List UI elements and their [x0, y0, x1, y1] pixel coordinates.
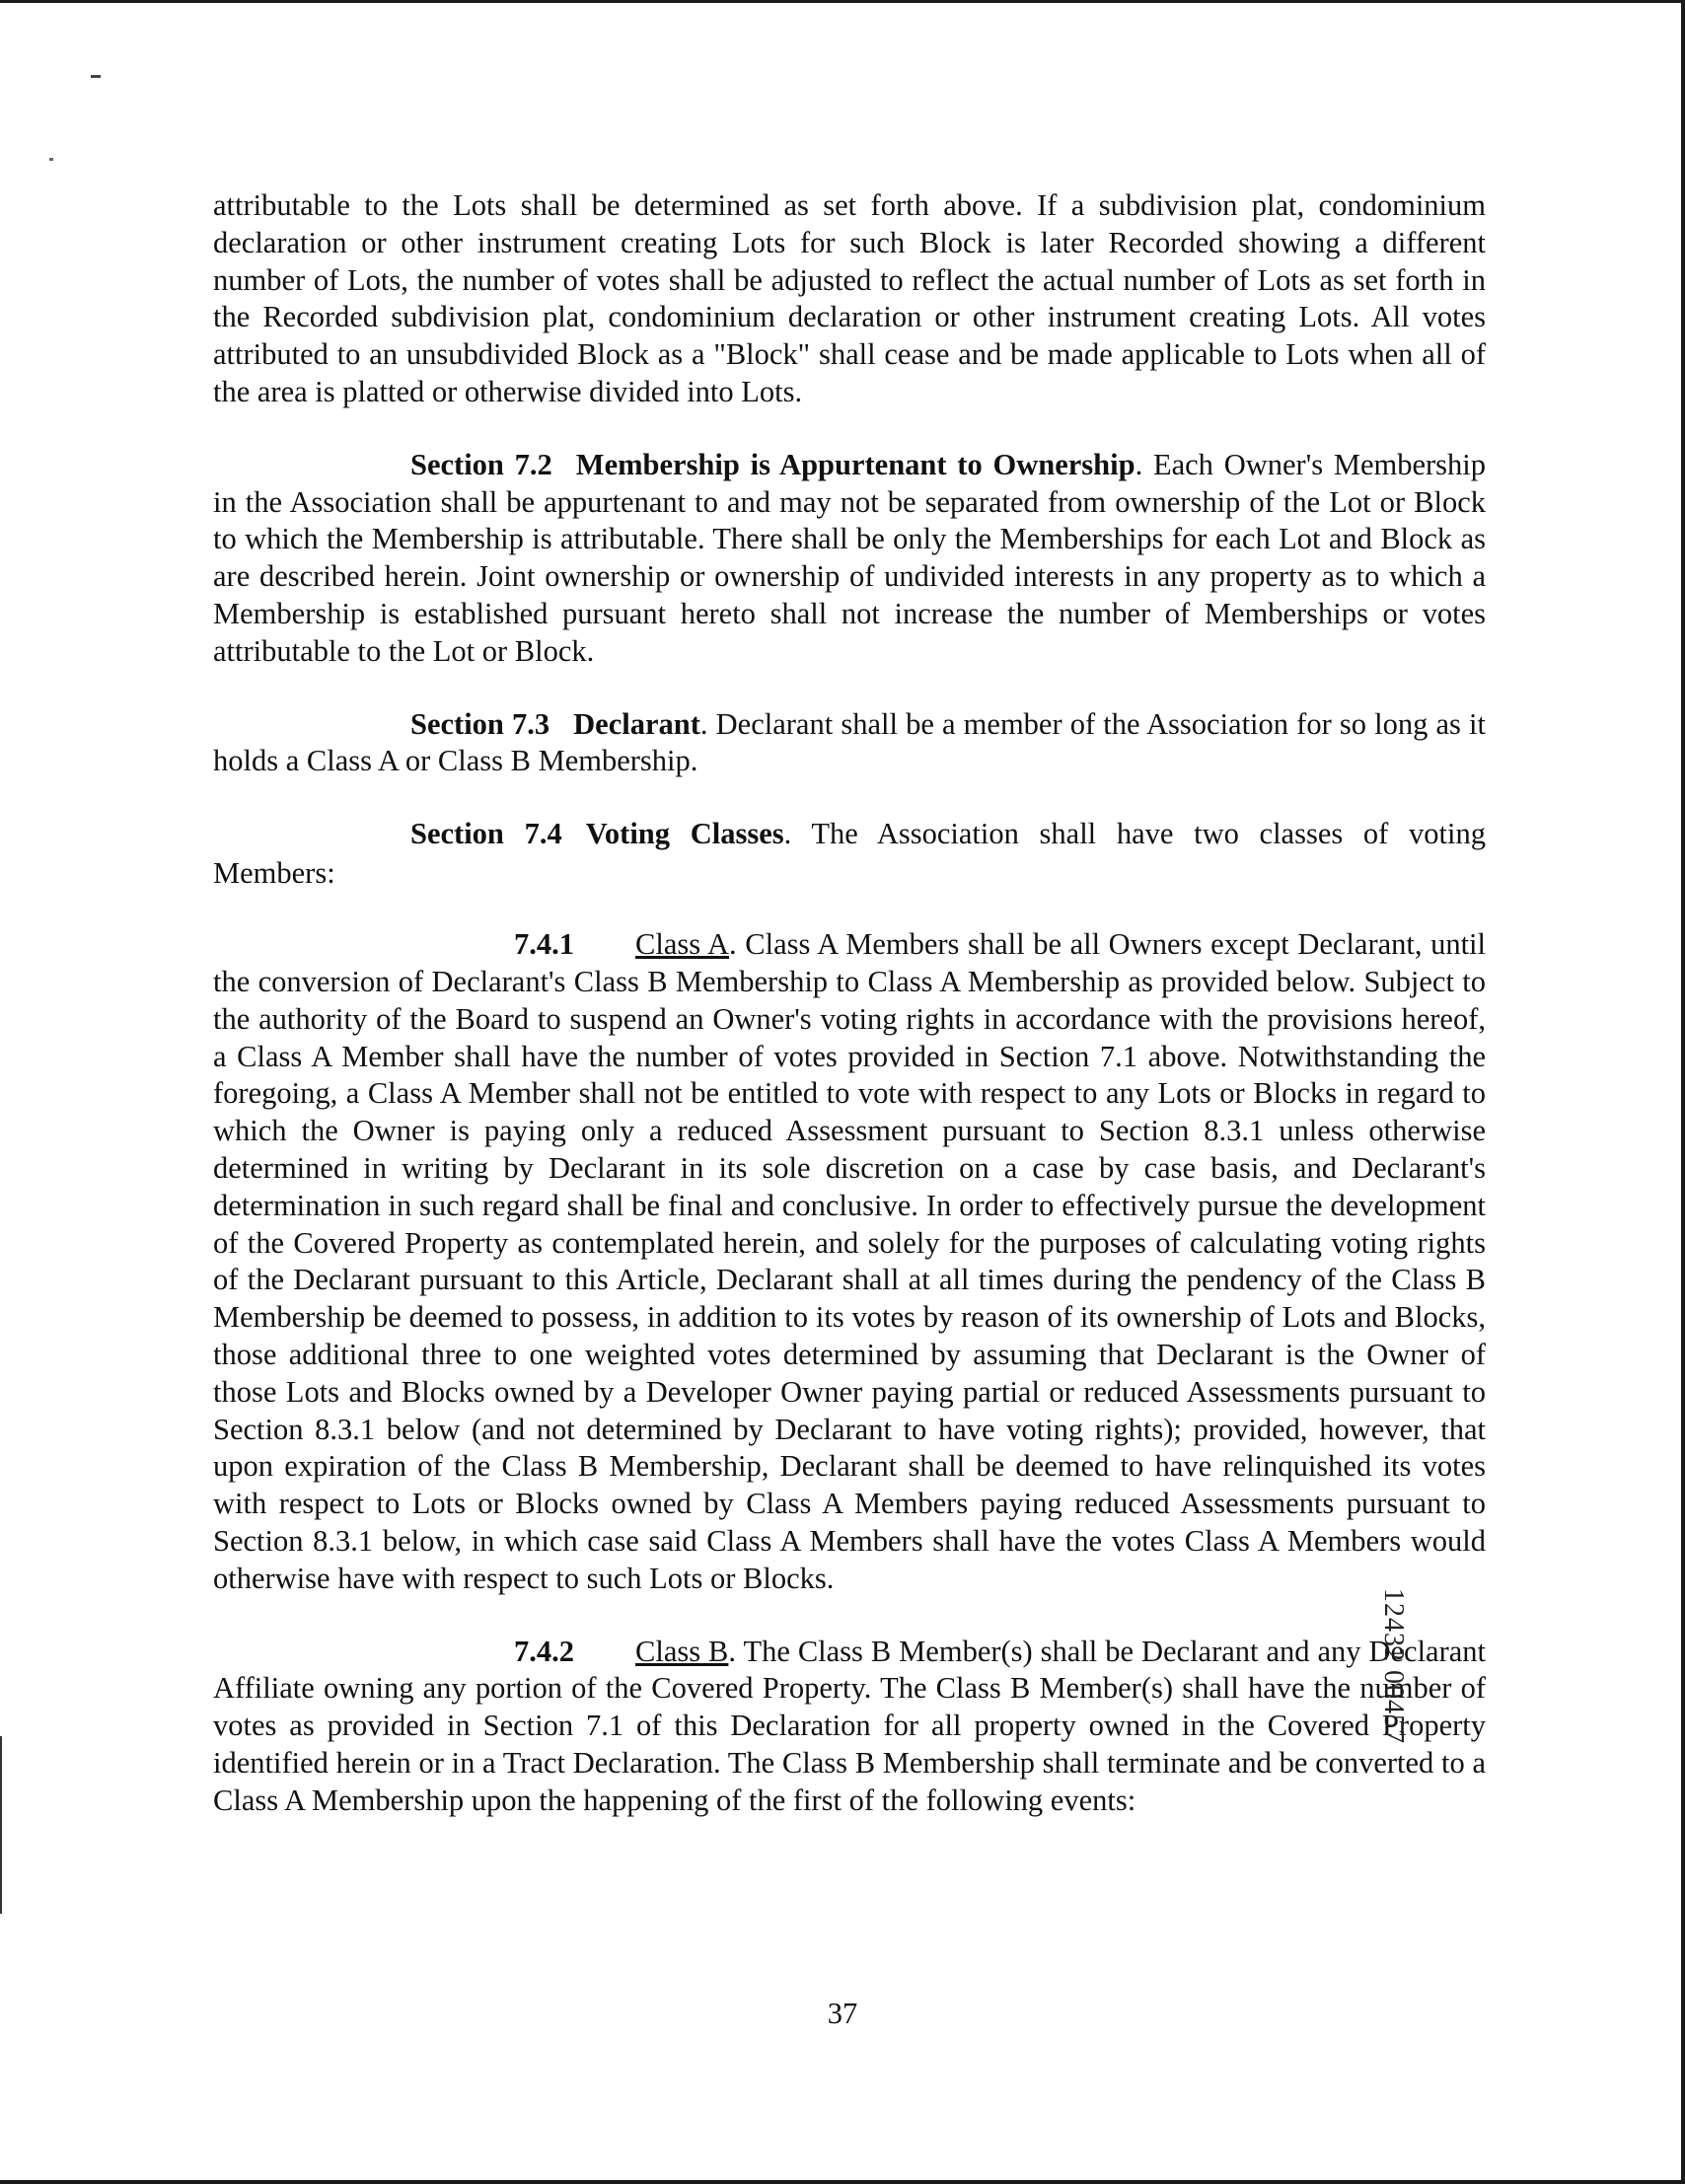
subsection-7-4-1	[213, 926, 1486, 1597]
subsection-number: 7.4.1	[514, 927, 574, 962]
subsection-body: . The Class B Member(s) shall be Declarant and any Declarant Affiliate owning any portion of the Covered Property. The Class B Member(s) shall have the number of votes as provided in Section 7.1 of this Declaration for all property owned in the Covered Property identified herein or in a Tract Declaration. The Class B Membership shall terminate and be converted to a Class A Membership upon the happening of the first of the following events:	[213, 1634, 1486, 1817]
section-7-4-members-label: Members:	[213, 856, 335, 891]
section-7-4-heading-line	[410, 816, 1486, 853]
subsection-title: Class A	[635, 927, 730, 962]
paragraph-text: attributable to the Lots shall be determined as set forth above. If a subdivision plat, condominium declaration or other instrument creating Lots for such Block is later Recorded showing a different number of Lots, the number of votes shall be adjusted to reflect the actual number of Lots as set forth in the Recorded subdivision plat, condominium declaration or other instrument creating Lots. All votes attributed to an unsubdivided Block as a "Block" shall cease and be made applicable to Lots when all of the area is platted or otherwise divided into Lots.	[213, 188, 1486, 408]
section-7-3	[213, 706, 1486, 781]
recording-number-stamp	[1378, 1588, 1421, 1845]
section-7-4	[213, 816, 1486, 895]
paragraph-continuation	[213, 187, 1486, 411]
section-body: . Declarant shall be a member of the Association for so long as it holds a Class A or Class B Membership.	[213, 706, 1486, 778]
section-title: Membership is Appurtenant to Ownership	[575, 447, 1136, 481]
subsection-body: . Class A Members shall be all Owners except Declarant, until the conversion of Declarant's Class B Membership to Class A Membership as provided below. Subject to the authority of the Board to suspend an Owner's voting rights in accordance with the provisions hereof, a Class A Member shall have the number of votes provided in Section 7.1 above. Notwithstanding the foregoing, a Class A Member shall not be entitled to vote with respect to any Lots or Blocks in regard to which the Owner is paying only a reduced Assessment pursuant to Section 8.3.1 unless otherwise determined in writing by Declarant in its sole discretion on a case by case basis, and Declarant's determination in such regard shall be final and conclusive. In order to effectively pursue the development of the Covered Property as contemplated herein, and solely for the purposes of calculating voting rights of the Declarant pursuant to this Article, Declarant shall at all times during the pendency of the Class B Membership be deemed to possess, in addition to its votes by reason of its ownership of Lots and Blocks, those additional three to one weighted votes determined by assuming that Declarant is the Owner of those Lots and Blocks owned by a Developer Owner paying partial or reduced Assessments pursuant to Section 8.3.1 below (and not determined by Declarant to have voting rights); provided, however, that upon expiration of the Class B Membership, Declarant shall be deemed to have relinquished its votes with respect to Lots or Blocks owned by Class A Members paying reduced Assessments pursuant to Section 8.3.1 below, in which case said Class A Members shall have the votes Class A Members would otherwise have with respect to such Lots or Blocks.	[213, 927, 1487, 1595]
subsection-title: Class B	[635, 1634, 729, 1668]
scan-speck	[91, 75, 101, 78]
scan-edge-mark	[0, 1736, 2, 1914]
section-body: . Each Owner's Membership in the Association shall be appurtenant to and may not be separated from ownership of the Lot or Block to which the Membership is attributable. There shall be only the Memberships for each Lot and Block as are described herein. Joint ownership or ownership of undivided interests in any property as to which a Membership is established pursuant hereto shall not increase the number of Memberships or votes attributable to the Lot or Block.	[213, 447, 1487, 668]
subsection-7-4-2	[213, 1634, 1486, 1820]
section-7-2	[213, 447, 1486, 671]
scan-border-bottom	[0, 2180, 1685, 2184]
page-number: 37	[827, 1997, 858, 2030]
scan-border-top	[0, 0, 1685, 3]
section-number: Section 7.2	[410, 447, 552, 481]
recording-number-text: 12432 00457	[1378, 1588, 1409, 1744]
section-body: . The Association shall have two classes of voting	[783, 817, 1486, 851]
subsection-number: 7.4.2	[514, 1634, 574, 1668]
section-number: Section 7.3	[410, 706, 550, 741]
scan-border-right	[1681, 0, 1685, 2184]
section-number: Section 7.4	[410, 817, 562, 851]
document-body	[213, 187, 1486, 1819]
scan-speck	[49, 158, 53, 161]
section-title: Declarant	[573, 706, 700, 741]
section-title: Voting Classes	[585, 817, 784, 851]
